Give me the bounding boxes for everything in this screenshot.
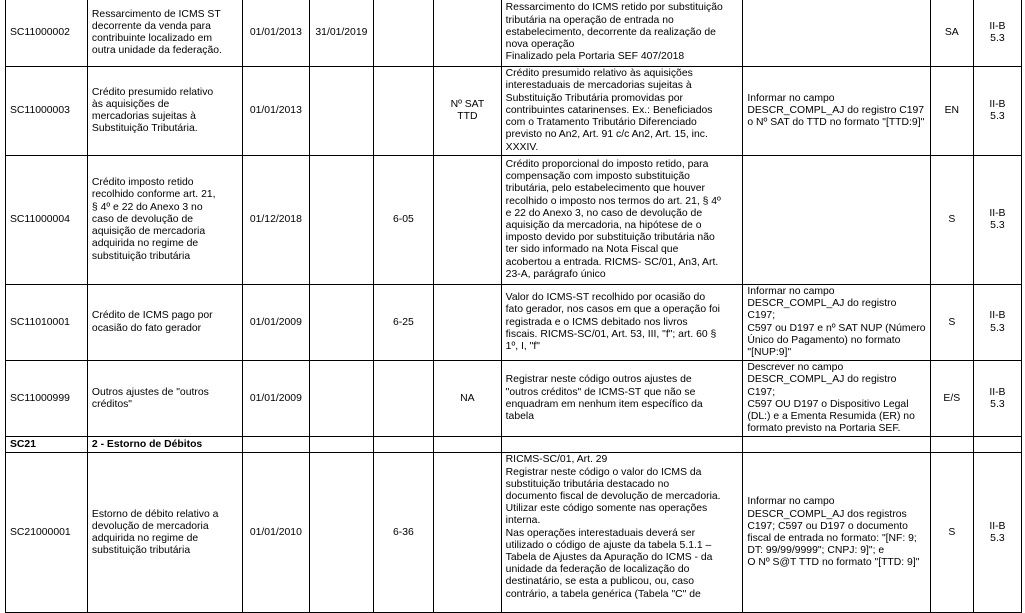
type-cell: S: [930, 156, 973, 285]
instructions-cell: [743, 156, 930, 285]
long-description-cell: Ressarcimento do ICMS retido por substituição tributária na operação de entrada no estabelecimento, decorrente da realização de nova operação Finalizado pela Portaria SEF 407/2018: [501, 0, 743, 67]
table-row: [6, 156, 1022, 285]
table-row: [6, 453, 1022, 613]
table-row: [6, 67, 1022, 156]
end-date-cell: [310, 156, 374, 285]
instructions-cell: Informar no campo DESCR_COMPL_AJ do registro C197 o Nº SAT do TTD no formato "[TTD:9]": [743, 67, 930, 156]
description-cell: Crédito de ICMS pago por ocasião do fato gerador: [87, 285, 242, 361]
section-code: SC21: [6, 437, 88, 453]
table-row: [6, 361, 1022, 437]
section-title: 2 - Estorno de Débitos: [87, 437, 242, 453]
reference-cell: II-B 5.3: [973, 453, 1021, 613]
description-cell: Crédito presumido relativo às aquisições de mercadorias sujeitas à Substituição Tributária.: [87, 67, 242, 156]
ttd-cell: NA: [434, 361, 502, 437]
long-description-cell: Valor do ICMS-ST recolhido por ocasião do fato gerador, nos casos em que a operação foi registrada e o ICMS debitado nos livros fiscais. RICMS-SC/01, Art. 53, III, "f"; art. 60 § 1º, I, "f": [501, 285, 743, 361]
instructions-cell: Descrever no campo DESCR_COMPL_AJ do registro C197; C597 OU D197 o Dispositivo Legal (DL:) e a Ementa Resumida (ER) no formato previsto na Portaria SEF.: [743, 361, 930, 437]
long-description-cell: Crédito proporcional do imposto retido, para compensação com imposto substituição tributária, pelo estabelecimento que houver recolhido o imposto nos termos do art. 21, § 4º e 22 do Anexo 3, no caso de devolução de aquisição da mercadoria, na hipótese de o imposto devido por substituição tributária não ter sido informado na Nota Fiscal que acobertou a entrada. RICMS- SC/01, An3, Art. 23-A, parágrafo único: [501, 156, 743, 285]
code-cell: SC11000003: [6, 67, 88, 156]
ttd-cell: [434, 453, 502, 613]
instructions-cell: [743, 0, 930, 67]
reference-cell: II-B 5.3: [973, 285, 1021, 361]
code-cell: SC11000002: [6, 0, 88, 67]
start-date-cell: 01/01/2009: [242, 361, 310, 437]
long-description-cell: RICMS-SC/01, Art. 29 Registrar neste código o valor do ICMS da substituição tributária destacado no documento fiscal de devolução de mercadoria. Utilizar este código somente nas operações interna. Nas operações interestaduais deverá ser utilizado o código de ajuste da tabela 5.1.1 – Tabela de Ajustes da Apuração do ICMS - da unidade da federação de localização do destinatário, se esta a publicou, ou, caso contrário, a tabela genérica (Tabela "C" de: [501, 453, 743, 613]
description-cell: Crédito imposto retido recolhido conforme art. 21, § 4º e 22 do Anexo 3 no caso de devolução de aquisição de mercadoria adquirida no regime de substituição tributária: [87, 156, 242, 285]
ttd-cell: Nº SAT TTD: [434, 67, 502, 156]
type-cell: S: [930, 453, 973, 613]
dispositive-cell: 6-36: [373, 453, 433, 613]
type-cell: E/S: [930, 361, 973, 437]
code-cell: SC21000001: [6, 453, 88, 613]
end-date-cell: [310, 285, 374, 361]
description-cell: Outros ajustes de "outros créditos": [87, 361, 242, 437]
table-row: [6, 285, 1022, 361]
dispositive-cell: [373, 67, 433, 156]
ttd-cell: [434, 285, 502, 361]
ttd-cell: [434, 156, 502, 285]
end-date-cell: [310, 453, 374, 613]
reference-cell: II-B 5.3: [973, 67, 1021, 156]
type-cell: EN: [930, 67, 973, 156]
dispositive-cell: [373, 361, 433, 437]
code-cell: SC11000004: [6, 156, 88, 285]
code-cell: SC11010001: [6, 285, 88, 361]
dispositive-cell: [373, 0, 433, 67]
long-description-cell: Registrar neste código outros ajustes de "outros créditos" de ICMS-ST que não se enquadram em nenhum item específico da tabela: [501, 361, 743, 437]
table-row: [6, 0, 1022, 67]
end-date-cell: 31/01/2019: [310, 0, 374, 67]
reference-cell: II-B 5.3: [973, 156, 1021, 285]
type-cell: S: [930, 285, 973, 361]
dispositive-cell: 6-25: [373, 285, 433, 361]
code-cell: SC11000999: [6, 361, 88, 437]
end-date-cell: [310, 67, 374, 156]
type-cell: SA: [930, 0, 973, 67]
adjustment-codes-table: [5, 0, 1022, 613]
instructions-cell: Informar no campo DESCR_COMPL_AJ do registro C197; C597 ou D197 e nº SAT NUP (Número Único do Pagamento) no formato "[NUP:9]": [743, 285, 930, 361]
start-date-cell: 01/01/2010: [242, 453, 310, 613]
start-date-cell: 01/01/2013: [242, 0, 310, 67]
start-date-cell: 01/01/2009: [242, 285, 310, 361]
end-date-cell: [310, 361, 374, 437]
reference-cell: II-B 5.3: [973, 0, 1021, 67]
dispositive-cell: 6-05: [373, 156, 433, 285]
start-date-cell: 01/01/2013: [242, 67, 310, 156]
reference-cell: II-B 5.3: [973, 361, 1021, 437]
start-date-cell: 01/12/2018: [242, 156, 310, 285]
section-header-row: [6, 437, 1022, 453]
long-description-cell: Crédito presumido relativo às aquisições interestaduais de mercadorias sujeitas à Substituição Tributária promovidas por contribuintes catarinenses. Ex.: Beneficiados com o Tratamento Tributário Diferenciado previsto no An2, Art. 91 c/c An2, Art. 15, inc. XXXIV.: [501, 67, 743, 156]
instructions-cell: Informar no campo DESCR_COMPL_AJ dos registros C197; C597 ou D197 o documento fiscal de entrada no formato: "[NF: 9; DT: 99/99/9999"; CNPJ: 9]"; e O Nº S@T TTD no formato "[TTD: 9]": [743, 453, 930, 613]
description-cell: Estorno de débito relativo a devolução de mercadoria adquirida no regime de substituição tributária: [87, 453, 242, 613]
description-cell: Ressarcimento de ICMS ST decorrente da venda para contribuinte localizado em outra unidade da federação.: [87, 0, 242, 67]
ttd-cell: [434, 0, 502, 67]
